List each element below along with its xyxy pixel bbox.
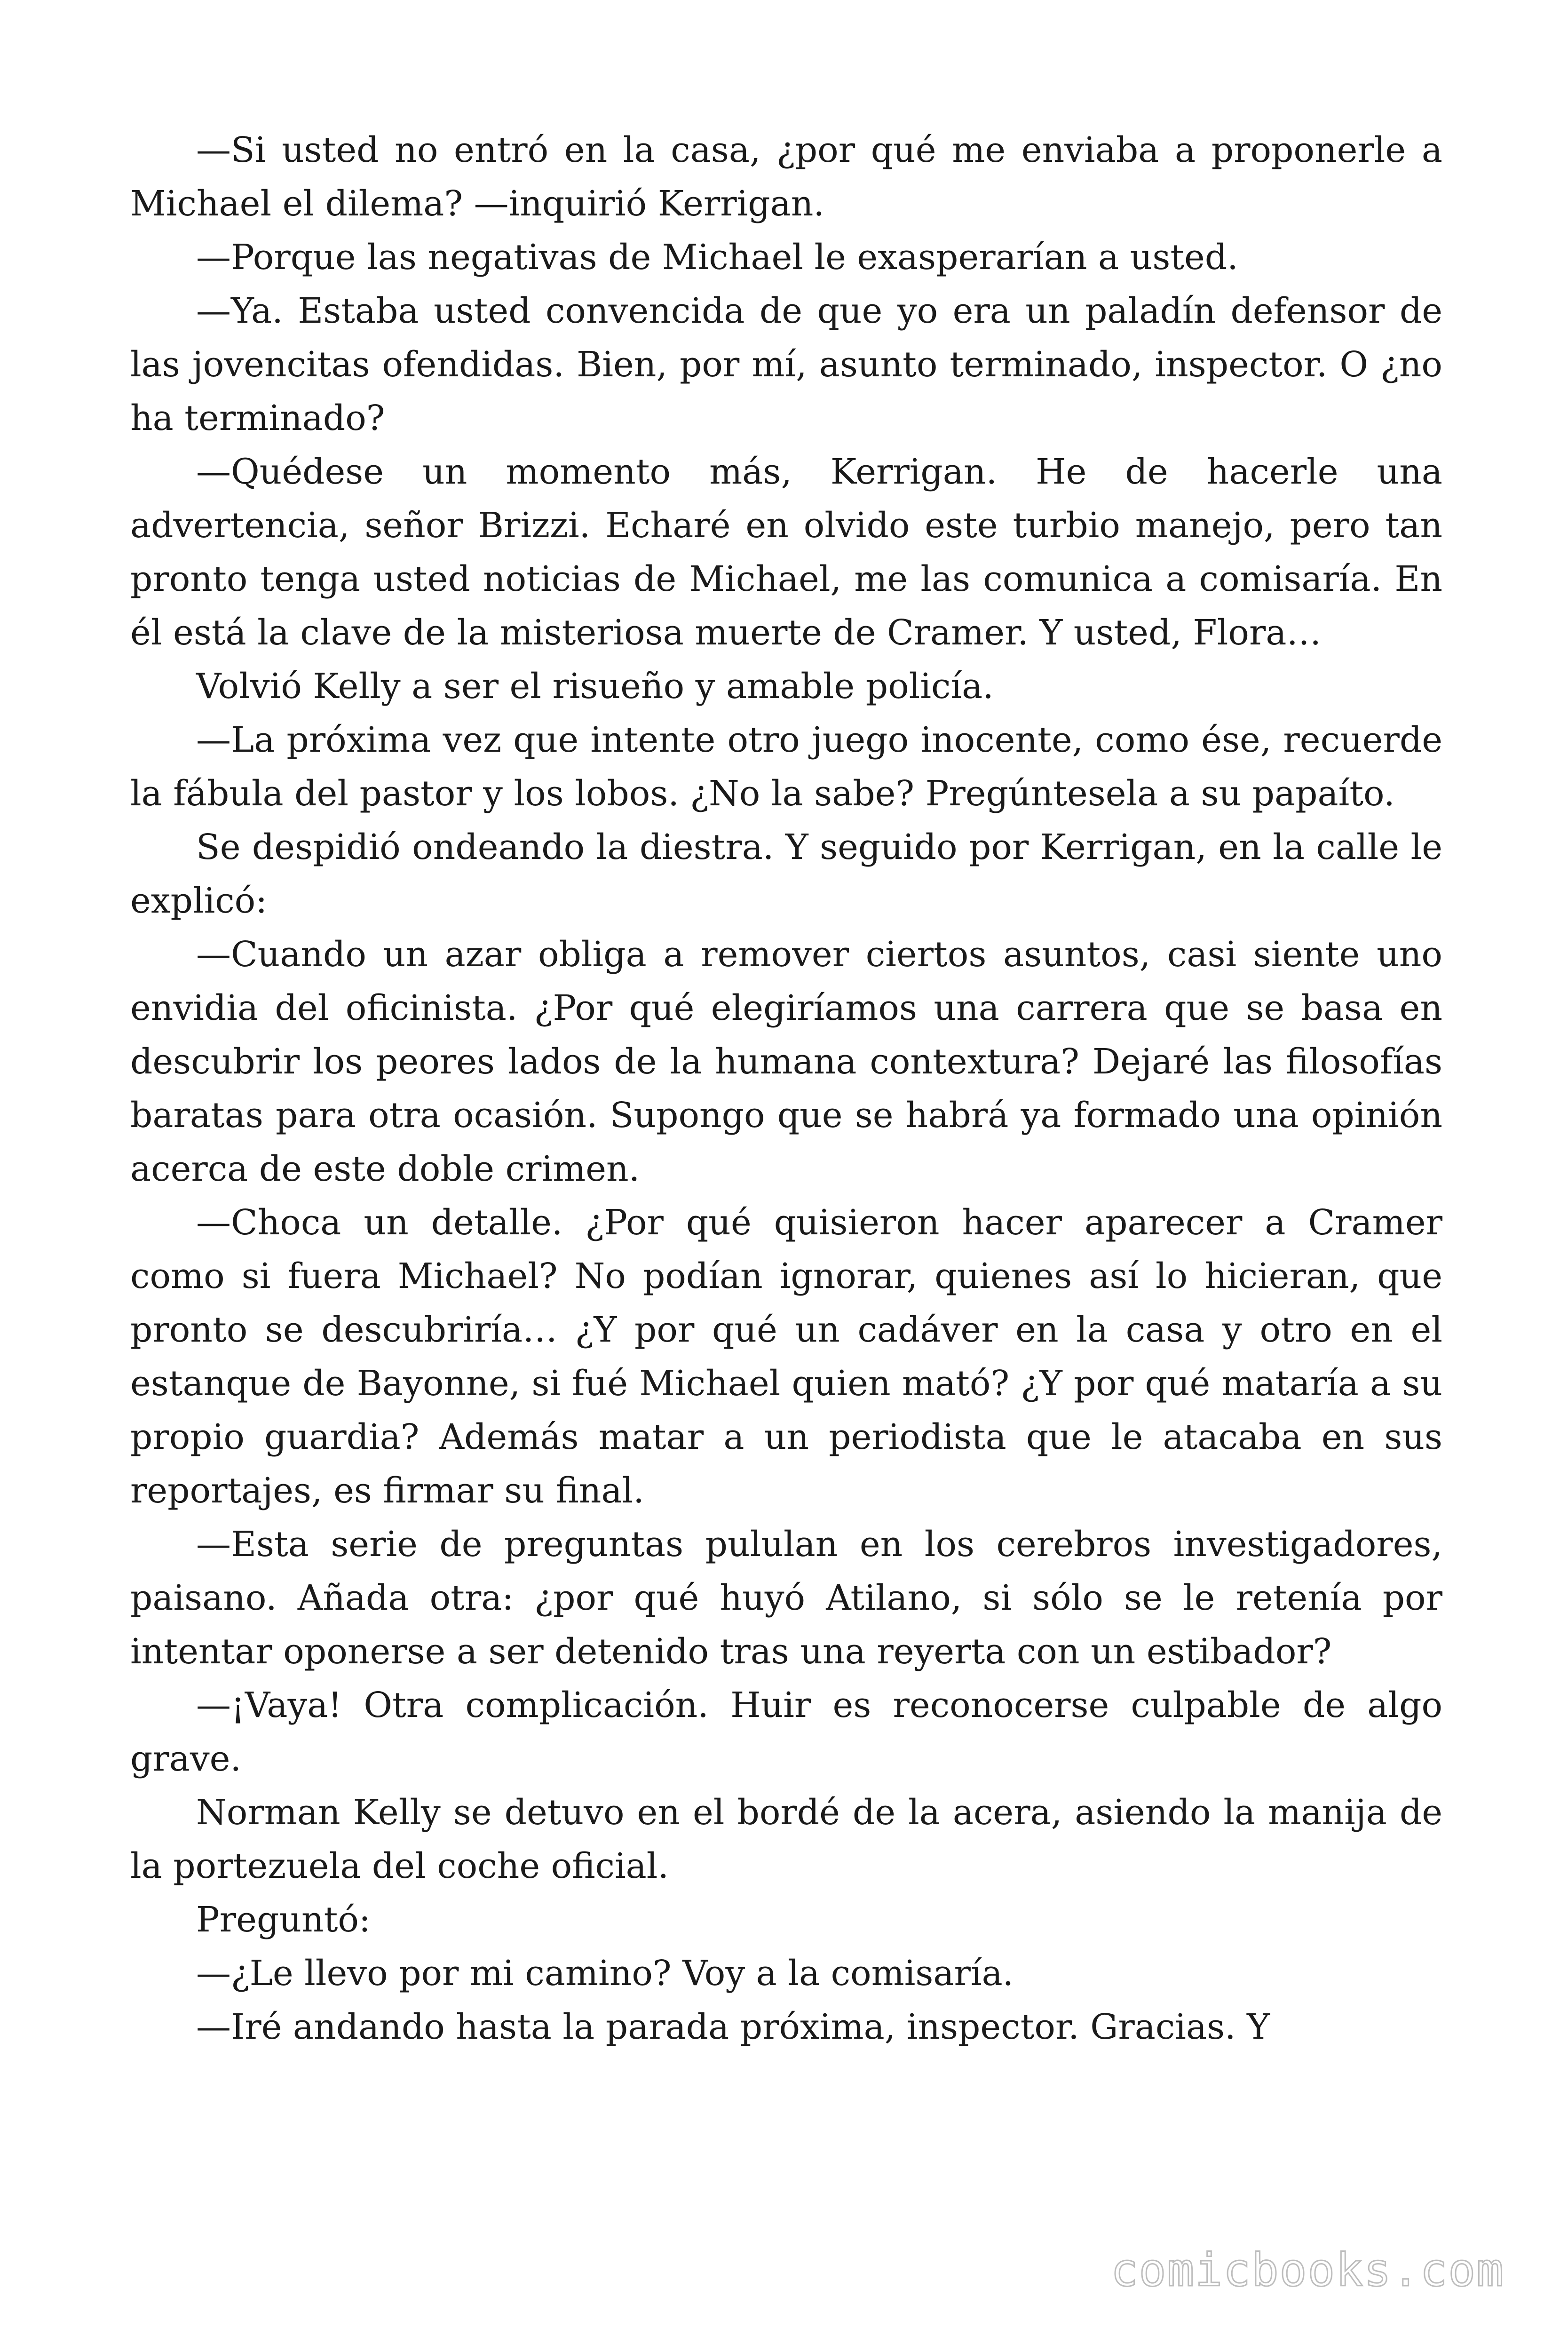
paragraph: —Cuando un azar obliga a remover ciertos asuntos, casi siente uno envidia del oficinista. ¿Por qué elegiríamos una carrera que se basa en descubrir los peores lados de la humana contextura? Dejaré las filosofías baratas para otra ocasión. Supongo que se habrá ya formado una opinión acerca de este doble crimen. — [130, 934, 1442, 1189]
paragraph: Norman Kelly se detuvo en el bordé de la acera, asiendo la manija de la portezuela del coche oficial. — [130, 1792, 1442, 1886]
paragraph: Preguntó: — [196, 1899, 371, 1940]
paragraph: —¡Vaya! Otra complicación. Huir es reconocerse culpable de algo grave. — [130, 1685, 1442, 1779]
page-body — [130, 123, 1442, 2054]
paragraph: Se despidió ondeando la diestra. Y seguido por Kerrigan, en la calle le explicó: — [130, 827, 1442, 921]
paragraph: —Si usted no entró en la casa, ¿por qué me enviaba a proponerle a Michael el dilema? —inquirió Kerrigan. — [130, 130, 1442, 224]
paragraph: —La próxima vez que intente otro juego inocente, como ése, recuerde la fábula del pastor y los lobos. ¿No la sabe? Pregúntesela a su papaíto. — [130, 720, 1442, 814]
paragraph: Volvió Kelly a ser el risueño y amable policía. — [196, 666, 994, 707]
paragraph: —Choca un detalle. ¿Por qué quisieron hacer aparecer a Cramer como si fuera Michael? No podían ignorar, quienes así lo hicieran, que pronto se descubriría… ¿Y por qué un cadáver en la casa y otro en el estanque de Bayonne, si fué Michael quien mató? ¿Y por qué mataría a su propio guardia? Además matar a un periodista que le atacaba en sus reportajes, es firmar su final. — [130, 1202, 1442, 1511]
watermark: comicbooks.com — [1110, 2244, 1505, 2296]
paragraph: —Quédese un momento más, Kerrigan. He de hacerle una advertencia, señor Brizzi. Echaré en olvido este turbio manejo, pero tan pronto tenga usted noticias de Michael, me las comunica a comisaría. En él está la clave de la misteriosa muerte de Cramer. Y usted, Flora… — [130, 452, 1442, 653]
paragraph: —Esta serie de preguntas pululan en los cerebros investigadores, paisano. Añada otra: ¿por qué huyó Atilano, si sólo se le retenía por intentar oponerse a ser detenido tras una reyerta con un estibador? — [130, 1524, 1442, 1672]
paragraph: —Ya. Estaba usted convencida de que yo era un paladín defensor de las jovencitas ofendidas. Bien, por mí, asunto terminado, inspector. O ¿no ha terminado? — [130, 291, 1442, 438]
paragraph: —Iré andando hasta la parada próxima, inspector. Gracias. Y — [196, 2007, 1270, 2047]
paragraph: —Porque las negativas de Michael le exasperarían a usted. — [196, 237, 1238, 278]
paragraph: —¿Le llevo por mi camino? Voy a la comisaría. — [196, 1953, 1014, 1994]
